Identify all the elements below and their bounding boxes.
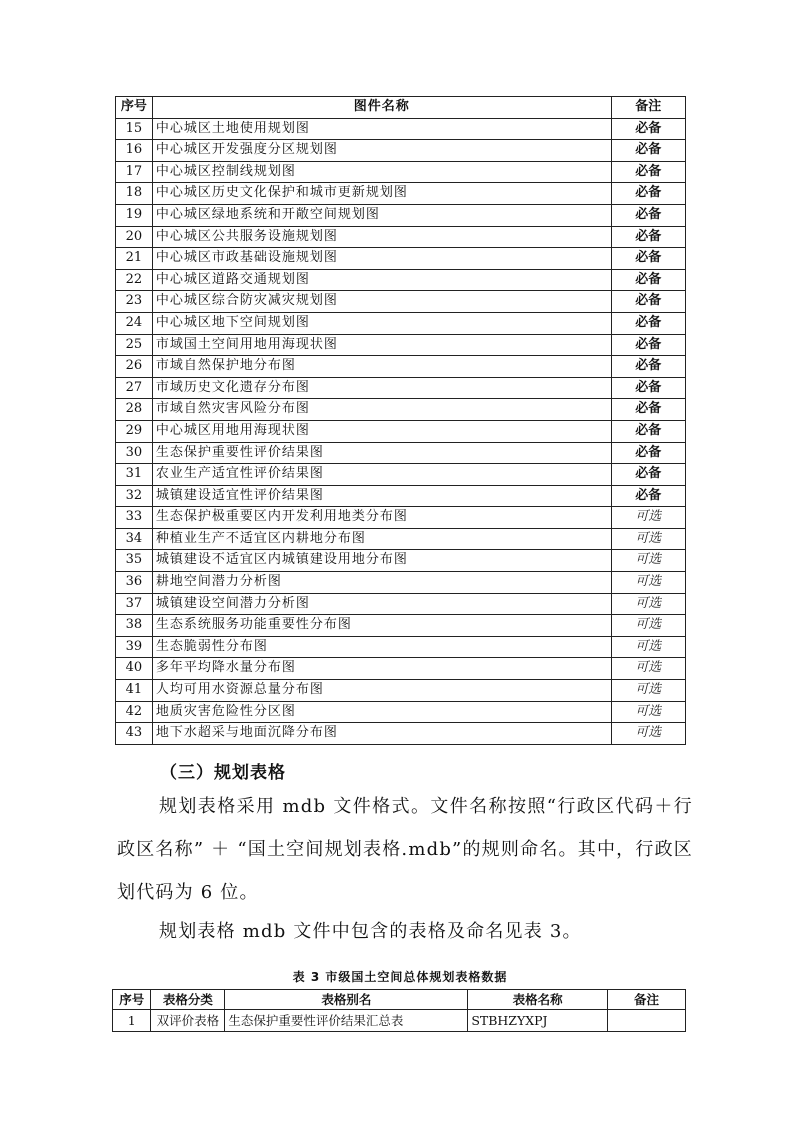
row-number: 35 xyxy=(116,550,153,572)
table-row xyxy=(116,334,686,356)
row-number: 33 xyxy=(116,507,153,529)
required-note: 必备 xyxy=(611,269,685,291)
table-row xyxy=(116,485,686,507)
map-name: 人均可用水资源总量分布图 xyxy=(152,680,611,702)
map-list-table xyxy=(115,96,686,745)
body-paragraph-1: 规划表格采用 mdb 文件格式。文件名称按照“行政区代码＋行政区名称” ＋ “国土空间规划表格.mdb”的规则命名。其中，行政区划代码为 6 位。 xyxy=(117,796,693,903)
table-name: STBHZYXPJ xyxy=(468,1010,608,1032)
table-alias: 生态保护重要性评价结果汇总表 xyxy=(225,1010,468,1032)
required-note: 必备 xyxy=(611,420,685,442)
table-row xyxy=(116,140,686,162)
row-number: 26 xyxy=(116,356,153,378)
optional-note: 可选 xyxy=(611,507,685,529)
row-number: 28 xyxy=(116,399,153,421)
table-note xyxy=(608,1010,686,1032)
table-row xyxy=(116,377,686,399)
map-name: 城镇建设不适宜区内城镇建设用地分布图 xyxy=(152,550,611,572)
map-name: 市域自然保护地分布图 xyxy=(152,356,611,378)
table-row xyxy=(116,593,686,615)
map-name: 中心城区公共服务设施规划图 xyxy=(152,226,611,248)
optional-note: 可选 xyxy=(611,680,685,702)
table-row xyxy=(116,636,686,658)
required-note: 必备 xyxy=(611,291,685,313)
optional-note: 可选 xyxy=(611,701,685,723)
table-row xyxy=(116,550,686,572)
required-note: 必备 xyxy=(611,140,685,162)
optional-note: 可选 xyxy=(611,636,685,658)
map-name: 市域国土空间用地用海现状图 xyxy=(152,334,611,356)
table-row xyxy=(116,226,686,248)
header-alias: 表格别名 xyxy=(225,990,468,1010)
table-row xyxy=(116,183,686,205)
map-name: 中心城区地下空间规划图 xyxy=(152,312,611,334)
section-heading: （三）规划表格 xyxy=(160,763,286,783)
map-name: 农业生产适宜性评价结果图 xyxy=(152,464,611,486)
map-name: 生态脆弱性分布图 xyxy=(152,636,611,658)
required-note: 必备 xyxy=(611,485,685,507)
map-name: 中心城区土地使用规划图 xyxy=(152,118,611,140)
table-row xyxy=(116,701,686,723)
table-row xyxy=(116,269,686,291)
required-note: 必备 xyxy=(611,356,685,378)
header-no: 序号 xyxy=(113,990,151,1010)
required-note: 必备 xyxy=(611,399,685,421)
table-row xyxy=(116,723,686,745)
optional-note: 可选 xyxy=(611,615,685,637)
data-table-body xyxy=(113,1010,686,1032)
header-name: 图件名称 xyxy=(152,97,611,119)
map-list-body xyxy=(116,118,686,744)
map-name: 地质灾害危险性分区图 xyxy=(152,701,611,723)
required-note: 必备 xyxy=(611,377,685,399)
required-note: 必备 xyxy=(611,183,685,205)
row-number: 15 xyxy=(116,118,153,140)
table-row xyxy=(116,442,686,464)
table-row xyxy=(116,572,686,594)
map-name: 生态系统服务功能重要性分布图 xyxy=(152,615,611,637)
map-name: 种植业生产不适宜区内耕地分布图 xyxy=(152,528,611,550)
row-number: 36 xyxy=(116,572,153,594)
map-name: 中心城区综合防灾减灾规划图 xyxy=(152,291,611,313)
row-number: 34 xyxy=(116,528,153,550)
optional-note: 可选 xyxy=(611,658,685,680)
required-note: 必备 xyxy=(611,118,685,140)
map-name: 中心城区开发强度分区规划图 xyxy=(152,140,611,162)
required-note: 必备 xyxy=(611,334,685,356)
optional-note: 可选 xyxy=(611,593,685,615)
table-category: 双评价表格 xyxy=(151,1010,225,1032)
table-row xyxy=(116,356,686,378)
required-note: 必备 xyxy=(611,226,685,248)
row-number: 22 xyxy=(116,269,153,291)
map-name: 市域自然灾害风险分布图 xyxy=(152,399,611,421)
row-number: 40 xyxy=(116,658,153,680)
row-number: 43 xyxy=(116,723,153,745)
table-row xyxy=(116,420,686,442)
row-number: 20 xyxy=(116,226,153,248)
row-number: 1 xyxy=(113,1010,151,1032)
map-list-header-row xyxy=(116,97,686,119)
row-number: 23 xyxy=(116,291,153,313)
row-number: 39 xyxy=(116,636,153,658)
required-note: 必备 xyxy=(611,204,685,226)
header-category: 表格分类 xyxy=(151,990,225,1010)
required-note: 必备 xyxy=(611,442,685,464)
map-name: 城镇建设适宜性评价结果图 xyxy=(152,485,611,507)
table-row xyxy=(116,464,686,486)
required-note: 必备 xyxy=(611,161,685,183)
optional-note: 可选 xyxy=(611,550,685,572)
table-row xyxy=(116,118,686,140)
map-name: 生态保护重要性评价结果图 xyxy=(152,442,611,464)
map-name: 市域历史文化遗存分布图 xyxy=(152,377,611,399)
map-name: 生态保护极重要区内开发利用地类分布图 xyxy=(152,507,611,529)
map-name: 耕地空间潜力分析图 xyxy=(152,572,611,594)
row-number: 31 xyxy=(116,464,153,486)
row-number: 41 xyxy=(116,680,153,702)
map-name: 中心城区用地用海现状图 xyxy=(152,420,611,442)
table-3-caption: 表 3 市级国土空间总体规划表格数据 xyxy=(292,970,508,984)
table-row xyxy=(116,528,686,550)
row-number: 17 xyxy=(116,161,153,183)
row-number: 27 xyxy=(116,377,153,399)
table-row xyxy=(116,291,686,313)
table-row xyxy=(116,312,686,334)
row-number: 16 xyxy=(116,140,153,162)
required-note: 必备 xyxy=(611,312,685,334)
header-note: 备注 xyxy=(611,97,685,119)
table-row xyxy=(116,658,686,680)
row-number: 42 xyxy=(116,701,153,723)
table-row xyxy=(113,1010,686,1032)
data-table-header-row xyxy=(113,990,686,1010)
row-number: 37 xyxy=(116,593,153,615)
table-row xyxy=(116,161,686,183)
map-name: 中心城区控制线规划图 xyxy=(152,161,611,183)
table-row xyxy=(116,204,686,226)
row-number: 25 xyxy=(116,334,153,356)
row-number: 18 xyxy=(116,183,153,205)
table-row xyxy=(116,615,686,637)
optional-note: 可选 xyxy=(611,528,685,550)
optional-note: 可选 xyxy=(611,572,685,594)
row-number: 24 xyxy=(116,312,153,334)
table-row xyxy=(116,248,686,270)
map-name: 中心城区绿地系统和开敞空间规划图 xyxy=(152,204,611,226)
table-row xyxy=(116,399,686,421)
body-paragraph-2: 规划表格 mdb 文件中包含的表格及命名见表 3。 xyxy=(159,921,582,942)
map-name: 中心城区历史文化保护和城市更新规划图 xyxy=(152,183,611,205)
map-name: 多年平均降水量分布图 xyxy=(152,658,611,680)
row-number: 30 xyxy=(116,442,153,464)
row-number: 21 xyxy=(116,248,153,270)
table-row xyxy=(116,680,686,702)
table-row xyxy=(116,507,686,529)
optional-note: 可选 xyxy=(611,723,685,745)
required-note: 必备 xyxy=(611,464,685,486)
map-name: 中心城区市政基础设施规划图 xyxy=(152,248,611,270)
required-note: 必备 xyxy=(611,248,685,270)
row-number: 38 xyxy=(116,615,153,637)
row-number: 29 xyxy=(116,420,153,442)
map-name: 中心城区道路交通规划图 xyxy=(152,269,611,291)
header-table-name: 表格名称 xyxy=(468,990,608,1010)
header-note: 备注 xyxy=(608,990,686,1010)
row-number: 19 xyxy=(116,204,153,226)
header-no: 序号 xyxy=(116,97,153,119)
map-name: 地下水超采与地面沉降分布图 xyxy=(152,723,611,745)
planning-data-table xyxy=(112,989,686,1032)
map-name: 城镇建设空间潜力分析图 xyxy=(152,593,611,615)
row-number: 32 xyxy=(116,485,153,507)
